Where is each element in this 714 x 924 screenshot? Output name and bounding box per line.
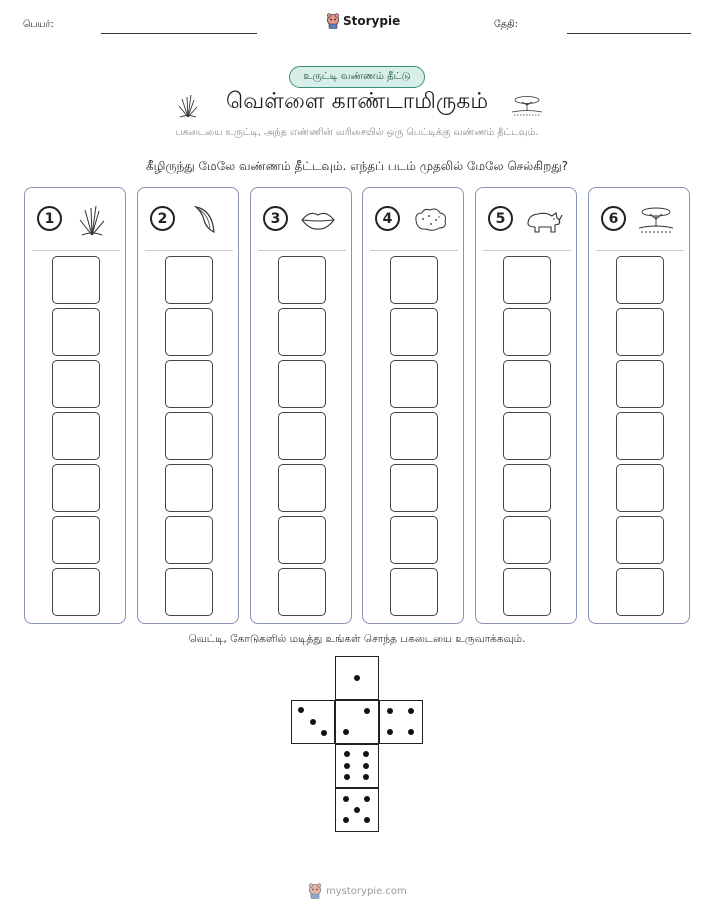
- lips-icon: [297, 202, 339, 238]
- color-box[interactable]: [503, 256, 551, 304]
- color-box[interactable]: [52, 412, 100, 460]
- dice-pip: [321, 730, 327, 736]
- column-header: [486, 202, 566, 238]
- footer-url[interactable]: mystorypie.com: [326, 885, 407, 897]
- color-box[interactable]: [165, 308, 213, 356]
- column-3: [250, 187, 352, 624]
- dice-face-4: [379, 700, 423, 744]
- color-box[interactable]: [503, 464, 551, 512]
- dice-pip: [363, 751, 369, 757]
- dice-pip: [343, 729, 349, 735]
- page-title: வெள்ளை காண்டாமிருகம்: [225, 89, 489, 114]
- dice-pip: [387, 729, 393, 735]
- dice-pip: [343, 817, 349, 823]
- grass-icon: [71, 202, 113, 238]
- footer: [308, 883, 407, 899]
- activity-badge: உருட்டி வண்ணம் தீட்டு: [289, 66, 425, 88]
- column-header: [261, 202, 341, 238]
- cut-instructions: வெட்டி, கோடுகளில் மடித்து உங்கள் சொந்த பகடையை உருவாக்கவும்.: [188, 633, 526, 645]
- column-2: [137, 187, 239, 624]
- color-box[interactable]: [390, 256, 438, 304]
- column-header: [373, 202, 453, 238]
- color-box[interactable]: [165, 568, 213, 616]
- color-box[interactable]: [390, 568, 438, 616]
- column-divider: [483, 250, 571, 251]
- color-box[interactable]: [165, 360, 213, 408]
- column-divider: [258, 250, 346, 251]
- column-4: [362, 187, 464, 624]
- color-box[interactable]: [503, 516, 551, 564]
- color-box[interactable]: [278, 568, 326, 616]
- color-box[interactable]: [52, 256, 100, 304]
- dice-pip: [387, 708, 393, 714]
- color-box[interactable]: [165, 464, 213, 512]
- name-line[interactable]: [101, 33, 257, 34]
- dice-face-1: [335, 656, 379, 700]
- dice-pip: [408, 708, 414, 714]
- column-divider: [596, 250, 684, 251]
- color-box[interactable]: [165, 412, 213, 460]
- rhino-icon: [522, 202, 564, 238]
- column-divider: [32, 250, 120, 251]
- color-box[interactable]: [278, 464, 326, 512]
- color-box[interactable]: [616, 308, 664, 356]
- color-box[interactable]: [616, 568, 664, 616]
- color-box[interactable]: [503, 568, 551, 616]
- dice-pip: [310, 719, 316, 725]
- dice-pip: [364, 708, 370, 714]
- dice-pip: [408, 729, 414, 735]
- color-box[interactable]: [278, 256, 326, 304]
- color-box[interactable]: [278, 516, 326, 564]
- dice-face-5: [335, 788, 379, 832]
- column-header: [599, 202, 679, 238]
- subtitle: பகடையை உருட்டி, அந்த எண்ணின் வரிசையில் ஒரு பெட்டிக்கு வண்ணம் தீட்டவும்.: [175, 127, 539, 138]
- savanna-tree-icon: [635, 202, 677, 238]
- color-box[interactable]: [52, 568, 100, 616]
- color-box[interactable]: [616, 360, 664, 408]
- column-divider: [370, 250, 458, 251]
- color-box[interactable]: [52, 464, 100, 512]
- color-box[interactable]: [52, 308, 100, 356]
- dice-pip: [354, 807, 360, 813]
- dice-pip: [344, 751, 350, 757]
- dice-pip: [344, 774, 350, 780]
- question: கீழிருந்து மேலே வண்ணம் தீட்டவும். எந்தப் படம் முதலில் மேலே செல்கிறது?: [145, 159, 569, 173]
- column-divider: [145, 250, 233, 251]
- column-header: [148, 202, 228, 238]
- color-box[interactable]: [278, 360, 326, 408]
- dice-face-3: [291, 700, 335, 744]
- color-box[interactable]: [616, 516, 664, 564]
- brand-logo: [326, 13, 400, 29]
- date-label: தேதி:: [494, 19, 518, 30]
- storypie-mascot-icon: [326, 13, 340, 29]
- color-box[interactable]: [165, 256, 213, 304]
- column-number: 1: [37, 206, 62, 231]
- color-box[interactable]: [278, 308, 326, 356]
- color-box[interactable]: [390, 412, 438, 460]
- column-number: 2: [150, 206, 175, 231]
- column-1: [24, 187, 126, 624]
- color-box[interactable]: [390, 308, 438, 356]
- dice-pip: [298, 707, 304, 713]
- color-box[interactable]: [278, 412, 326, 460]
- dice-pip: [364, 796, 370, 802]
- color-box[interactable]: [390, 464, 438, 512]
- column-6: [588, 187, 690, 624]
- dice-pip: [343, 796, 349, 802]
- color-box[interactable]: [390, 360, 438, 408]
- dice-pip: [354, 675, 360, 681]
- color-box[interactable]: [52, 360, 100, 408]
- color-box[interactable]: [616, 464, 664, 512]
- dice-face-2: [335, 700, 379, 744]
- column-number: 4: [375, 206, 400, 231]
- color-box[interactable]: [503, 308, 551, 356]
- savanna-tree-icon: [510, 95, 544, 117]
- column-number: 3: [263, 206, 288, 231]
- column-header: [35, 202, 115, 238]
- color-box[interactable]: [52, 516, 100, 564]
- column-number: 6: [601, 206, 626, 231]
- color-box[interactable]: [616, 412, 664, 460]
- color-box[interactable]: [165, 516, 213, 564]
- color-box[interactable]: [503, 360, 551, 408]
- dice-pip: [364, 817, 370, 823]
- date-line[interactable]: [567, 33, 691, 34]
- storypie-mascot-icon: [308, 883, 322, 899]
- dice-pip: [363, 763, 369, 769]
- dice-face-6: [335, 744, 379, 788]
- horn-icon: [184, 202, 226, 238]
- brand-name: Storypie: [343, 14, 401, 28]
- color-box[interactable]: [390, 516, 438, 564]
- column-5: [475, 187, 577, 624]
- color-box[interactable]: [503, 412, 551, 460]
- column-number: 5: [488, 206, 513, 231]
- dice-pip: [363, 774, 369, 780]
- mud-puddle-icon: [409, 202, 451, 238]
- name-label: பெயர்:: [23, 19, 54, 30]
- color-box[interactable]: [616, 256, 664, 304]
- dice-pip: [344, 763, 350, 769]
